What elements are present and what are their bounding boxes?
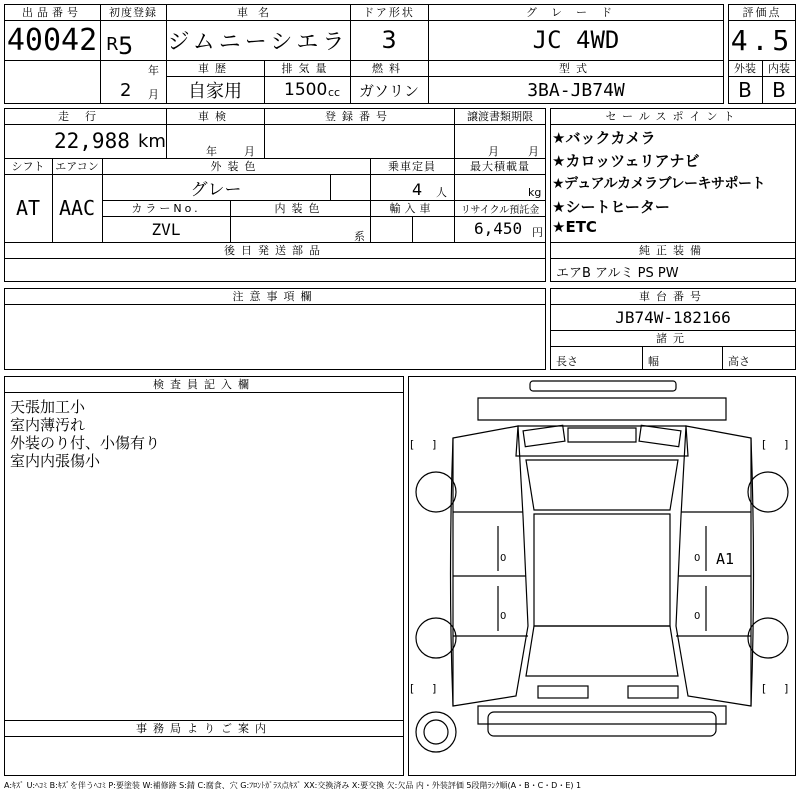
inspector-note: 室内薄汚れ (10, 416, 86, 434)
score: 4.5 (730, 23, 794, 57)
sales-point-item: ★デュアルカメラブレーキサポート (552, 176, 766, 192)
office-header: 事務局よりご案内 (136, 722, 272, 735)
inspection-header: 車検 (198, 110, 232, 123)
notes-header: 注意事項欄 (232, 290, 318, 303)
inspection-month-unit: 月 (244, 145, 255, 158)
interior-grade: B (772, 78, 786, 102)
width-label: 幅 (648, 355, 659, 368)
kei-unit: 系 (354, 230, 365, 243)
recycle-header: リサイクル預託金 (460, 204, 540, 216)
era: R (106, 34, 119, 55)
sales-point-item: ★シートヒーター (552, 198, 670, 216)
genuine-header: 純正装備 (639, 244, 707, 257)
ext-color: グレー (190, 179, 242, 200)
svg-text:[: [ (762, 682, 767, 695)
reg-year: 5 (118, 32, 134, 60)
int-color-header: 内装色 (274, 202, 326, 215)
later-parts-header: 後日発送部品 (224, 244, 326, 257)
history: 自家用 (188, 81, 242, 102)
zero-mark: 0 (500, 553, 507, 564)
month-unit: 月 (148, 88, 159, 101)
zero-mark: 0 (694, 611, 701, 622)
aircon: AAC (58, 196, 96, 220)
sales-points-header: セールスポイント (605, 110, 741, 123)
exterior-header: 外装 (734, 62, 756, 75)
car-name-header: 車名 (237, 6, 279, 19)
reg-month: 2 (120, 80, 132, 101)
interior-header: 内装 (768, 62, 790, 75)
svg-text:[: [ (410, 438, 415, 451)
fuel-header: 燃料 (372, 62, 406, 75)
door-header: ドア形状 (363, 6, 415, 19)
model-code: 3BA-JB74W (527, 79, 625, 101)
damage-mark: A1 (716, 550, 735, 568)
score-header: 評価点 (742, 6, 782, 19)
mileage-header: 走行 (58, 110, 112, 123)
capacity-header: 乗車定員 (388, 160, 436, 173)
sales-point-item: ★カロッツェリアナビ (552, 152, 700, 170)
dimensions-header: 諸元 (656, 332, 690, 345)
chassis-header: 車台番号 (639, 290, 707, 303)
car-name: ジムニーシエラ (167, 29, 349, 55)
zero-mark: 0 (694, 553, 701, 564)
people-unit: 人 (436, 186, 447, 199)
svg-text:]: ] (432, 438, 437, 451)
length-label: 長さ (556, 355, 578, 368)
km-unit: km (138, 131, 166, 152)
history-header: 車歴 (198, 62, 232, 75)
shift-header: シフト (11, 160, 45, 173)
inspector-note: 外装のり付、小傷有り (10, 434, 161, 452)
transfer-header: 譲渡書類期限 (467, 110, 533, 123)
inspector-header: 検査員記入欄 (153, 378, 255, 391)
color-no-header: カラーNo. (131, 202, 201, 215)
shift: AT (15, 196, 41, 220)
aircon-header: エアコン (55, 160, 99, 173)
yen-unit: 円 (532, 226, 543, 239)
import-header: 輸入車 (389, 202, 435, 215)
displacement: 1500 (284, 80, 328, 100)
zero-mark: 0 (500, 611, 507, 622)
legend: A:ｷｽﾞ U:ﾍｺﾐ B:ｷｽﾞを伴うﾍｺﾐ P:要塗装 W:補修跡 S:錆 C:腐食、穴 G:ﾌﾛﾝﾄｶﾞﾗｽ点ｷｽﾞ XX:交換済み X:要交換 欠:欠品 内・外装評価 5段階ﾗﾝｸ順(A・B・C・D・E) 1 (4, 781, 582, 790)
mileage: 22,988 (54, 129, 130, 153)
sales-point-item: ★バックカメラ (552, 129, 656, 147)
displacement-header: 排気量 (281, 62, 333, 75)
door-count: 3 (381, 26, 397, 54)
transfer-day-unit: 月 (528, 145, 539, 158)
svg-text:]: ] (784, 438, 789, 451)
inspection-year-unit: 年 (206, 145, 217, 158)
fuel: ガソリン (358, 81, 419, 100)
car-diagram (408, 376, 796, 776)
svg-text:]: ] (784, 682, 789, 695)
genuine-equipment: エアB アルミ PS PW (556, 266, 679, 281)
sales-point-item: ★ETC (552, 218, 597, 236)
svg-text:[: [ (410, 682, 415, 695)
grade: JC 4WD (532, 26, 620, 54)
max-load-header: 最大積載量 (470, 160, 530, 173)
transfer-month-unit: 月 (488, 145, 499, 158)
ext-color-header: 外装色 (210, 160, 262, 173)
grade-header: グレード (526, 6, 626, 19)
year-unit: 年 (148, 64, 159, 77)
lot-number: 40042 (6, 22, 98, 58)
chassis-number: JB74W-182166 (615, 307, 731, 327)
recycle-fee: 6,450 (474, 219, 523, 238)
capacity: 4 (412, 180, 423, 199)
svg-text:[: [ (762, 438, 767, 451)
lot-no-header: 出品番号 (22, 6, 82, 19)
svg-text:]: ] (432, 682, 437, 695)
exterior-grade: B (738, 78, 752, 102)
kg-unit: kg (528, 186, 542, 199)
color-no: ZVL (151, 219, 181, 239)
inspector-note: 天張加工小 (10, 398, 86, 416)
cc-unit: cc (328, 86, 341, 99)
model-header: 型式 (559, 62, 593, 75)
first-reg-header: 初度登録 (109, 6, 157, 19)
height-label: 高さ (728, 355, 750, 368)
inspector-note: 室内内張傷小 (10, 452, 101, 470)
reg-no-header: 登録番号 (325, 110, 393, 123)
